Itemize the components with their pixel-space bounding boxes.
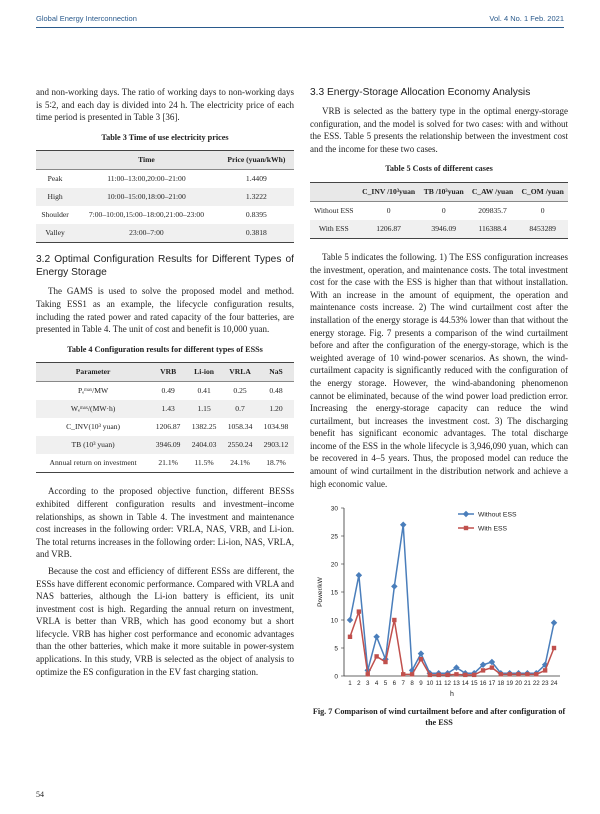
table-header: TB /10³yuan	[423, 186, 464, 196]
x-tick-label: 18	[497, 680, 505, 688]
table4-caption: Table 4 Configuration results for different types of ESSs	[67, 344, 263, 354]
x-tick-label: 4	[374, 680, 379, 688]
table3	[36, 150, 294, 243]
x-tick-label: 19	[506, 680, 514, 688]
cell: Shoulder	[41, 210, 69, 220]
data-point	[507, 672, 511, 676]
legend-marker	[463, 511, 470, 518]
data-point	[392, 618, 396, 622]
paragraph: VRB is selected as the battery type in the optimal energy-storage configuration, and the model is solved for two cases: with and without the ESS. Table 5 presents the relationship between the investment cost and the income for these two cases.	[310, 106, 568, 154]
data-point	[472, 673, 476, 677]
data-point	[374, 654, 378, 658]
legend-label: Without ESS	[478, 511, 517, 519]
cell: 18.7%	[266, 458, 286, 468]
issue-info: Vol. 4 No. 1 Feb. 2021	[489, 14, 564, 23]
table-header: C_OM /yuan	[521, 186, 564, 196]
cell: 0	[441, 205, 446, 215]
y-axis-label: Power/kW	[317, 577, 324, 608]
figure-caption: Fig. 7 Comparison of wind curtailment before and after configuration of the ESS	[312, 707, 566, 728]
series-line	[350, 612, 554, 675]
x-tick-label: 10	[426, 680, 434, 688]
cell: Peak	[47, 174, 63, 184]
cell: 116388.4	[478, 223, 507, 233]
cell: 0.3818	[245, 228, 267, 238]
cell: 1058.34	[227, 422, 253, 432]
data-point	[347, 617, 354, 624]
data-point	[383, 660, 387, 664]
cell: 23:00–7:00	[129, 228, 164, 238]
cell: 24.1%	[230, 458, 250, 468]
x-tick-label: 6	[392, 680, 397, 688]
data-point	[348, 635, 352, 639]
paragraph: The GAMS is used to solve the proposed model and method. Taking ESS1 as an example, the lifecycle configuration results, including the rated power and rated capacity of the four batteries, are presented in Table 4. The unit of cost and benefit is 10,000 yuan.	[36, 286, 294, 335]
cell: 1206.87	[155, 422, 181, 432]
x-tick-label: 24	[550, 680, 558, 688]
cell: 1382.25	[191, 422, 217, 432]
cell: 1.4409	[245, 174, 267, 184]
section-heading: 3.2 Optimal Configuration Results for Different Types of Energy Storage	[36, 254, 294, 279]
data-point	[534, 672, 538, 676]
cell: 0.49	[161, 386, 175, 396]
cell: 2903.12	[263, 440, 289, 450]
x-tick-label: 21	[523, 680, 531, 688]
x-tick-label: 5	[383, 680, 388, 688]
table-header: Price (yuan/kWh)	[227, 155, 286, 165]
data-point	[356, 572, 363, 579]
cell: 0.48	[269, 386, 283, 396]
right-column	[310, 86, 568, 728]
x-tick-label: 9	[419, 680, 423, 688]
table-header: VRB	[160, 367, 177, 377]
data-point	[499, 672, 503, 676]
table-row	[36, 224, 294, 243]
paragraph: According to the proposed objective function, different BESSs exhibited different configuration results and investment–income relationships, as shown in Table 4. The investment and maintenance cost increases in the following order: VRLA, NAS, VRB, and Li-ion. The total returns increases in the following order: Li-ion, NAS, VRLA, and VRB.	[36, 486, 294, 560]
cell: 2550.24	[227, 440, 253, 450]
x-tick-label: 8	[410, 680, 414, 688]
data-point	[525, 672, 529, 676]
cell: 1.20	[269, 404, 283, 414]
x-tick-label: 17	[488, 680, 496, 688]
table-row	[36, 188, 294, 206]
table-row	[36, 400, 294, 418]
cell: Wₑᵐᵃˣ/(MW·h)	[70, 404, 116, 414]
y-tick-label: 0	[334, 673, 338, 681]
table-row	[36, 206, 294, 224]
table-row	[36, 436, 294, 454]
table-header: Li-ion	[194, 367, 215, 377]
table-row	[36, 382, 294, 401]
data-point	[400, 522, 407, 529]
section-heading: 3.3 Energy-Storage Allocation Economy Analysis	[310, 87, 531, 98]
data-point	[366, 672, 370, 676]
table3-caption: Table 3 Time of use electricity prices	[101, 132, 229, 142]
cell: 3946.09	[155, 440, 181, 450]
data-point	[481, 668, 485, 672]
paragraph: Because the cost and efficiency of different ESSs are different, the ESSs have different economic performance. Compared with VRLA and NAS batteries, although the Li-ion battery is efficient, its unit investment cost is high. Regarding the annual return on investment, VRLA is better than VRB, which has good economy but a short lifecycle. VRB has higher cost performance and economic advantages than the other batteries, which make it more suitable in power-system applications. In this study, VRB is selected as the object of analysis to optimize the ES configuration in the EV fast charging station.	[36, 565, 294, 677]
cell: High	[47, 192, 63, 202]
cell: Valley	[45, 228, 65, 238]
x-tick-label: 14	[461, 680, 469, 688]
cell: With ESS	[318, 223, 349, 233]
page-number: 54	[36, 790, 44, 799]
data-point	[463, 673, 467, 677]
cell: Annual return on investment	[49, 458, 137, 468]
table-header: Time	[138, 155, 155, 165]
legend-label: With ESS	[478, 525, 508, 533]
cell: 0.7	[235, 404, 245, 414]
data-point	[543, 668, 547, 672]
cell: 1.15	[197, 404, 211, 414]
data-point	[516, 672, 520, 676]
data-point	[410, 672, 414, 676]
data-point	[551, 620, 558, 627]
cell: 11.5%	[194, 458, 214, 468]
cell: 1.3222	[245, 192, 267, 202]
x-tick-label: 13	[452, 680, 460, 688]
data-point	[552, 646, 556, 650]
cell: 8453289	[529, 223, 556, 233]
cell: 0.8395	[245, 210, 267, 220]
table-header: C_AW /yuan	[471, 186, 514, 196]
wind-curtailment-chart	[310, 496, 568, 706]
data-point	[373, 634, 380, 641]
data-point	[454, 672, 458, 676]
table5	[310, 182, 568, 239]
legend-marker	[464, 526, 468, 530]
cell: 0.25	[233, 386, 247, 396]
table-row	[36, 418, 294, 436]
cell: 0	[540, 205, 545, 215]
y-tick-label: 30	[330, 505, 338, 513]
data-point	[428, 673, 432, 677]
cell: 1206.87	[376, 223, 401, 233]
table-header: NaS	[269, 367, 283, 377]
cell: TB (10³ yuan)	[71, 440, 115, 450]
paragraph: and non-working days. The ratio of working days to non-working days is 5∶2, and each day is divided into 24 h. The electricity price of each time period is presented in Table 3 [36].	[36, 87, 294, 123]
cell: 11:00–13:00,20:00–21:00	[107, 174, 186, 184]
x-tick-label: 15	[470, 680, 478, 688]
x-tick-label: 7	[401, 680, 405, 688]
cell: 1.43	[161, 404, 175, 414]
data-point	[419, 657, 423, 661]
cell: 1034.98	[263, 422, 289, 432]
x-tick-label: 2	[357, 680, 361, 688]
cell: 21.1%	[158, 458, 178, 468]
cell: 2404.03	[191, 440, 217, 450]
table-header: C_INV /10³yuan	[362, 186, 416, 196]
cell: 7:00–10:00,15:00–18:00,21:00–23:00	[88, 210, 205, 220]
journal-name: Global Energy Interconnection	[36, 14, 137, 23]
y-tick-label: 10	[330, 617, 338, 625]
table-header	[310, 182, 358, 201]
x-tick-label: 16	[479, 680, 487, 688]
x-axis-label: h	[450, 691, 454, 699]
x-tick-label: 20	[515, 680, 522, 688]
data-point	[490, 666, 494, 670]
data-point	[418, 651, 425, 658]
table-header: Parameter	[75, 367, 111, 377]
x-tick-label: 11	[435, 680, 442, 688]
left-column	[36, 86, 294, 682]
cell: 0	[386, 205, 391, 215]
cell: 0.41	[197, 386, 211, 396]
data-point	[436, 673, 440, 677]
table-row	[36, 170, 294, 189]
table4	[36, 362, 294, 473]
x-tick-label: 1	[348, 680, 352, 688]
header-rule	[36, 27, 564, 28]
table-row	[310, 220, 568, 239]
data-point	[391, 583, 398, 590]
table-header: VRLA	[229, 367, 251, 377]
y-tick-label: 15	[330, 589, 338, 597]
y-tick-label: 20	[330, 561, 338, 569]
x-tick-label: 22	[532, 680, 540, 688]
table-header	[36, 151, 74, 170]
table5-caption: Table 5 Costs of different cases	[385, 164, 493, 174]
x-tick-label: 12	[444, 680, 452, 688]
paragraph: Table 5 indicates the following. 1) The ESS configuration increases the investment, operation, and maintenance costs. The total investment cost for the case with the ESS is higher than that without installation. With an increase in the amount of equipment, the operation and maintenance costs increase. 2) The wind curtailment cost after the installation of the energy storage is 44.53% lower than that without the energy storage. Fig. 7 presents a comparison of the wind curtailment before and after the configuration of the energy-storage, which is the weighted average of 10 wind-power scenarios. As shown, the wind-curtailment capacity is significantly reduced with the configuration of the energy storage. However, the wind-abandoning phenomenon cannot be eliminated, because of the wind power load prediction error. Increasing the energy-storage capacity can reduce the wind curtailment, but increases the investment cost. 3) The discharging benefit has significant economic advantages. The total discharge income of the ESS in the whole lifecycle is 3,946,090 yuan, which can be recovered in 4–5 years. Thus, the proposed model can reduce the amount of wind curtailment in the distribution network and achieve a high economic value.	[310, 251, 568, 489]
cell: Without ESS	[313, 205, 354, 215]
x-tick-label: 23	[541, 680, 549, 688]
cell: 10:00–15:00,18:00–21:00	[107, 192, 186, 202]
table-row	[36, 454, 294, 473]
data-point	[357, 610, 361, 614]
cell: Pₑᵐᵃˣ/MW	[77, 386, 109, 396]
cell: 3946.09	[431, 223, 457, 233]
table-row	[310, 201, 568, 220]
cell: C_INV(10³ yuan)	[66, 422, 121, 432]
data-point	[401, 672, 405, 676]
data-point	[445, 673, 449, 677]
running-header	[36, 14, 564, 26]
series-line	[350, 525, 554, 673]
x-tick-label: 3	[366, 680, 370, 688]
y-tick-label: 25	[330, 533, 338, 541]
cell: 209835.7	[478, 205, 507, 215]
y-tick-label: 5	[334, 645, 338, 653]
